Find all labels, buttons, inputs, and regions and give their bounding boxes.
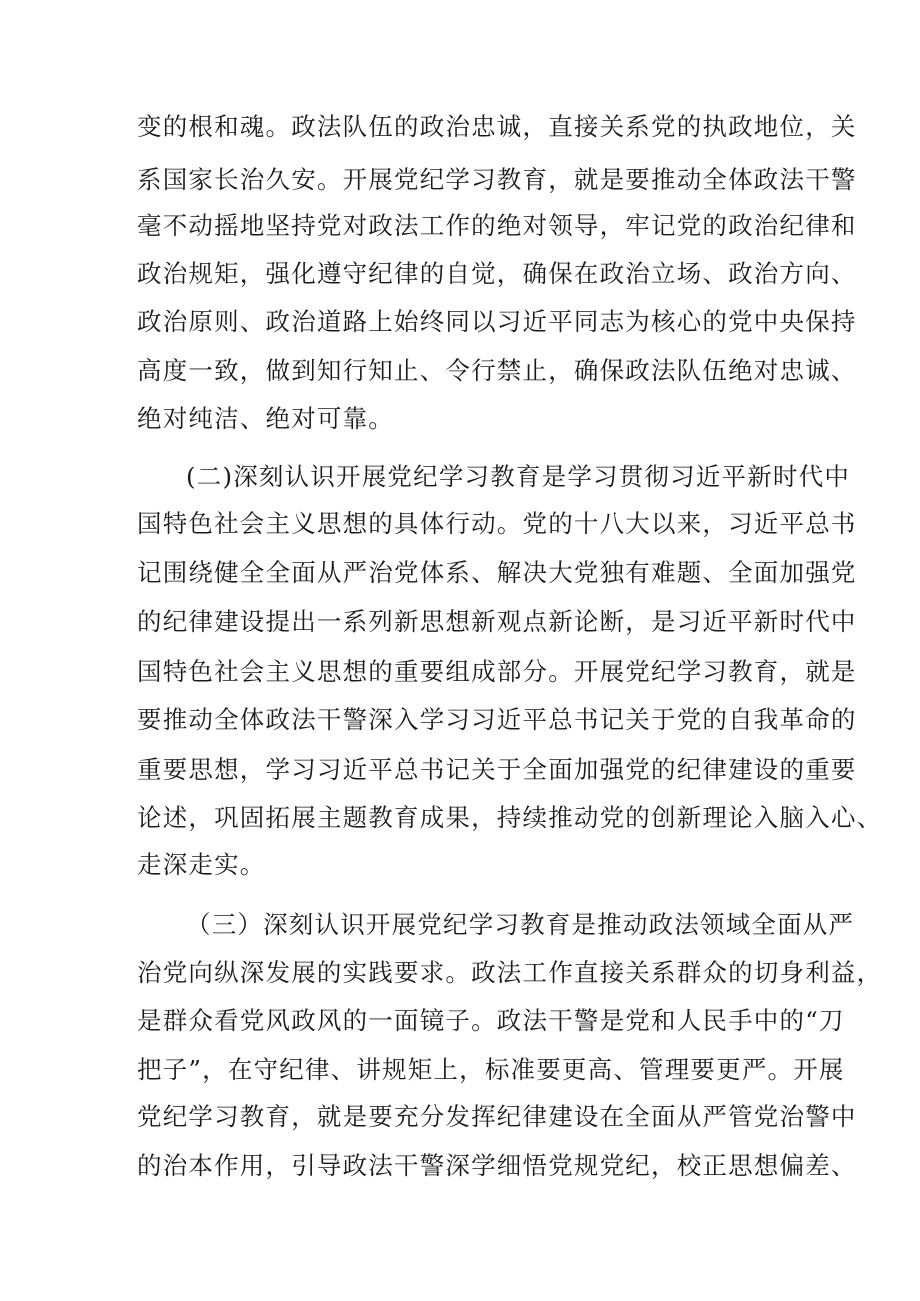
paragraph-1-line-6: 高度一致，做到知行知止、令行禁止，确保政法队伍绝对忠诚、 xyxy=(137,356,857,385)
paragraph-2-line-8: 论述，巩固拓展主题教育成果，持续推动党的创新理论入脑入心、 xyxy=(137,803,883,832)
paragraph-2-line-3: 记围绕健全全面从严治党体系、解决大党独有难题、全面加强党 xyxy=(137,558,857,587)
paragraph-3-line-4: 把子”，在守纪律、讲规矩上，标准要更高、管理要更严。开展 xyxy=(137,1055,845,1084)
paragraph-2-line-6: 要推动全体政法干警深入学习习近平总书记关于党的自我革命的 xyxy=(137,705,857,734)
paragraph-2-line-7: 重要思想，学习习近平总书记关于全面加强党的纪律建设的重要 xyxy=(137,755,857,784)
paragraph-1-line-7: 绝对纯洁、绝对可靠。 xyxy=(137,404,394,433)
paragraph-1-line-3: 毫不动摇地坚持党对政法工作的绝对领导，牢记党的政治纪律和 xyxy=(137,211,857,240)
paragraph-2-line-2: 国特色社会主义思想的具体行动。党的十八大以来，习近平总书 xyxy=(137,509,857,538)
paragraph-3-line-2: 治党向纵深发展的实践要求。政法工作直接关系群众的切身利益， xyxy=(137,958,883,987)
paragraph-3-line-3: 是群众看党风政风的一面镜子。政法干警是党和人民手中的“刀 xyxy=(137,1006,845,1035)
paragraph-2-line-4: 的纪律建设提出一系列新思想新观点新论断，是习近平新时代中 xyxy=(137,607,857,636)
paragraph-3-line-5: 党纪学习教育，就是要充分发挥纪律建设在全面从严管党治警中 xyxy=(137,1102,857,1131)
paragraph-1-line-4: 政治规矩，强化遵守纪律的自觉，确保在政治立场、政治方向、 xyxy=(137,259,857,288)
paragraph-1-line-5: 政治原则、政治道路上始终同以习近平同志为核心的党中央保持 xyxy=(137,307,857,336)
paragraph-3-line-6: 的治本作用，引导政法干警深学细悟党规党纪，校正思想偏差、 xyxy=(137,1151,857,1180)
paragraph-2-line-1: (二)深刻认识开展党纪学习教育是学习贯彻习近平新时代中 xyxy=(186,462,851,491)
paragraph-2-line-9: 走深走实。 xyxy=(137,850,266,879)
paragraph-2-line-5: 国特色社会主义思想的重要组成部分。开展党纪学习教育，就是 xyxy=(137,657,857,686)
paragraph-1-line-1: 变的根和魂。政法队伍的政治忠诚，直接关系党的执政地位，关 xyxy=(137,112,857,141)
paragraph-1-line-2: 系国家长治久安。开展党纪学习教育，就是要推动全体政法干警 xyxy=(137,165,857,194)
paragraph-3-line-1: （三）深刻认识开展党纪学习教育是推动政法领域全面从严 xyxy=(186,910,855,939)
